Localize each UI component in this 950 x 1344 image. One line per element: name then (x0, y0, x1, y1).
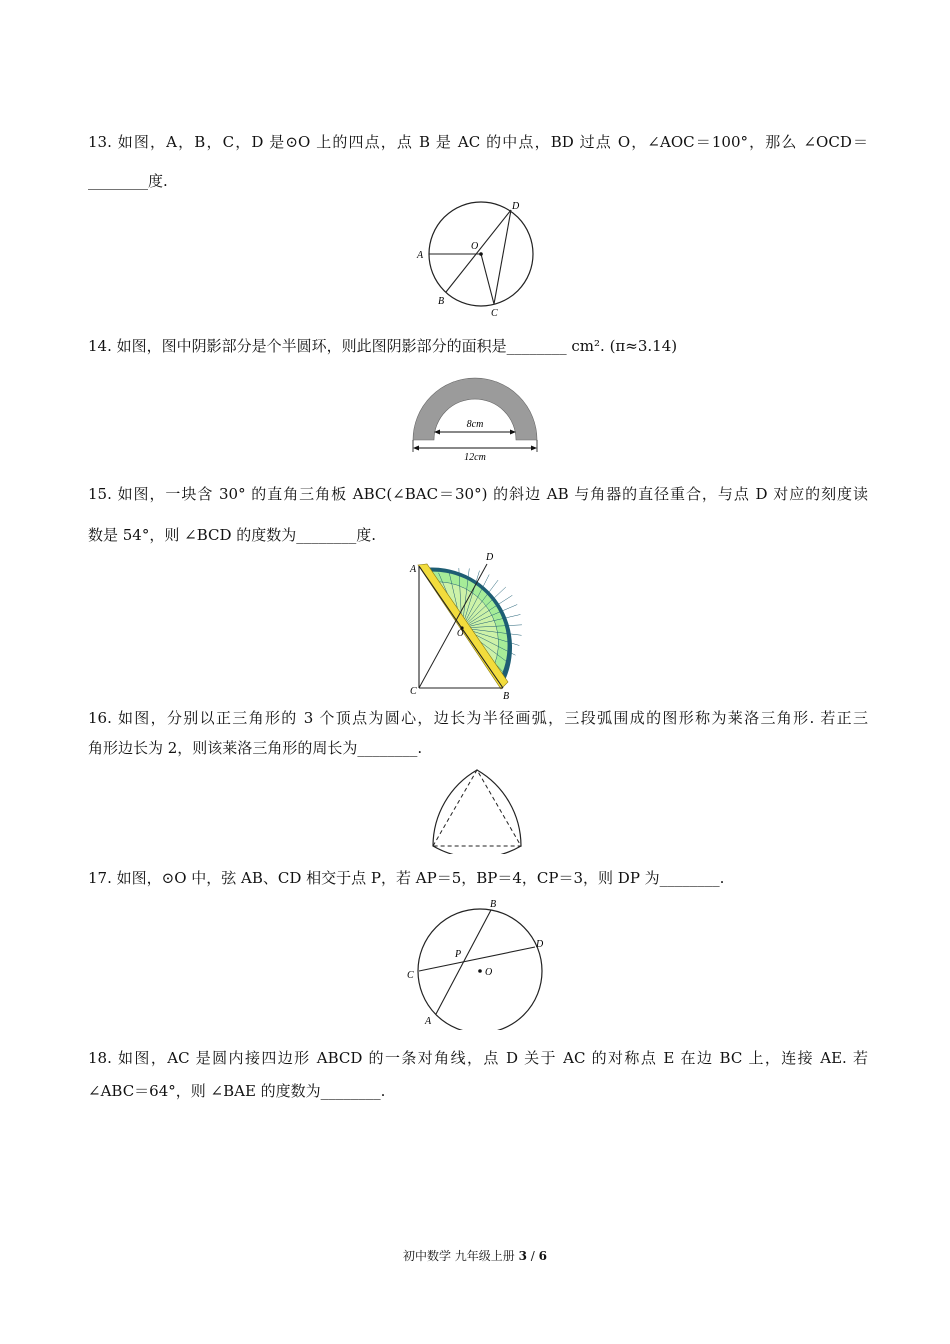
q17-label-o: O (485, 967, 493, 978)
q16-equilateral-triangle (433, 770, 521, 846)
q15-line2: 数是 54°，则 ∠BCD 的度数为________度. (88, 526, 377, 544)
q13-label-a: A (417, 250, 424, 261)
footer-total: 6 (538, 1249, 548, 1263)
q14-outer-arrow-right (531, 446, 537, 451)
q15-label-b: B (503, 691, 510, 700)
q13-segment-bd (446, 210, 511, 292)
q17-figure (400, 894, 555, 1030)
q17-label-a: A (425, 1016, 432, 1027)
q14-inner-label: 8cm (466, 419, 484, 430)
q14-line1: 14. 如图，图中阴影部分是个半圆环，则此图阴影部分的面积是________ cm². (π≈3.14) (88, 337, 678, 355)
q14-outer-label: 12cm (464, 452, 486, 463)
q17-center-dot (478, 969, 482, 973)
q13-label-o: O (471, 241, 479, 252)
q13-center-dot (479, 252, 483, 256)
q13-line1: 13. 如图，A，B，C，D 是⊙O 上的四点，点 B 是 AC 的中点，BD 过点 O，∠AOC＝100°，那么 ∠OCD＝ (88, 133, 868, 151)
page-footer (0, 1247, 950, 1264)
q16-line1: 16. 如图，分别以正三角形的 3 个顶点为圆心，边长为半径画弧，三段弧围成的图形称为莱洛三角形. 若正三 (88, 709, 868, 727)
q17-chord-cd (419, 947, 535, 971)
q18-line2: ∠ABC＝64°，则 ∠BAE 的度数为________. (88, 1082, 386, 1100)
q16-figure (425, 764, 529, 854)
q17-label-d: D (536, 939, 544, 950)
q13-figure (408, 196, 548, 322)
q17-label-c: C (407, 970, 414, 981)
q15-label-c: C (410, 686, 417, 697)
q16-reuleaux-triangle (433, 770, 521, 854)
q16-line2: 角形边长为 2，则该莱洛三角形的周长为________. (88, 739, 423, 757)
q15-figure (405, 548, 555, 700)
q13-segment-cd (494, 210, 511, 304)
q15-label-d: D (486, 552, 494, 563)
q14-half-ring (413, 378, 537, 440)
q13-label-c: C (491, 308, 498, 319)
q15-label-a: A (410, 564, 417, 575)
q14-figure (405, 372, 545, 464)
q13-label-d: D (512, 201, 520, 212)
q17-line1: 17. 如图，⊙O 中，弦 AB、CD 相交于点 P，若 AP＝5，BP＝4，CP＝3，则 DP 为________. (88, 869, 725, 887)
q18-line1: 18. 如图，AC 是圆内接四边形 ABCD 的一条对角线，点 D 关于 AC 的对称点 E 在边 BC 上，连接 AE. 若 (88, 1049, 868, 1067)
footer-text: 初中数学 九年级上册 (402, 1249, 515, 1263)
q13-label-b: B (438, 296, 445, 307)
q15-line1: 15. 如图，一块含 30° 的直角三角板 ABC(∠BAC＝30°) 的斜边 AB 与角器的直径重合，与点 D 对应的刻度读 (88, 485, 868, 503)
q14-outer-arrow-left (413, 446, 419, 451)
q13-segment-oc (481, 254, 494, 304)
q17-label-b: B (490, 899, 497, 910)
q17-label-p: P (455, 949, 462, 960)
footer-page: 3 (518, 1249, 527, 1263)
footer-sep: / (530, 1249, 535, 1263)
q15-label-o: O (457, 628, 464, 638)
q13-line2: ________度. (88, 172, 168, 190)
